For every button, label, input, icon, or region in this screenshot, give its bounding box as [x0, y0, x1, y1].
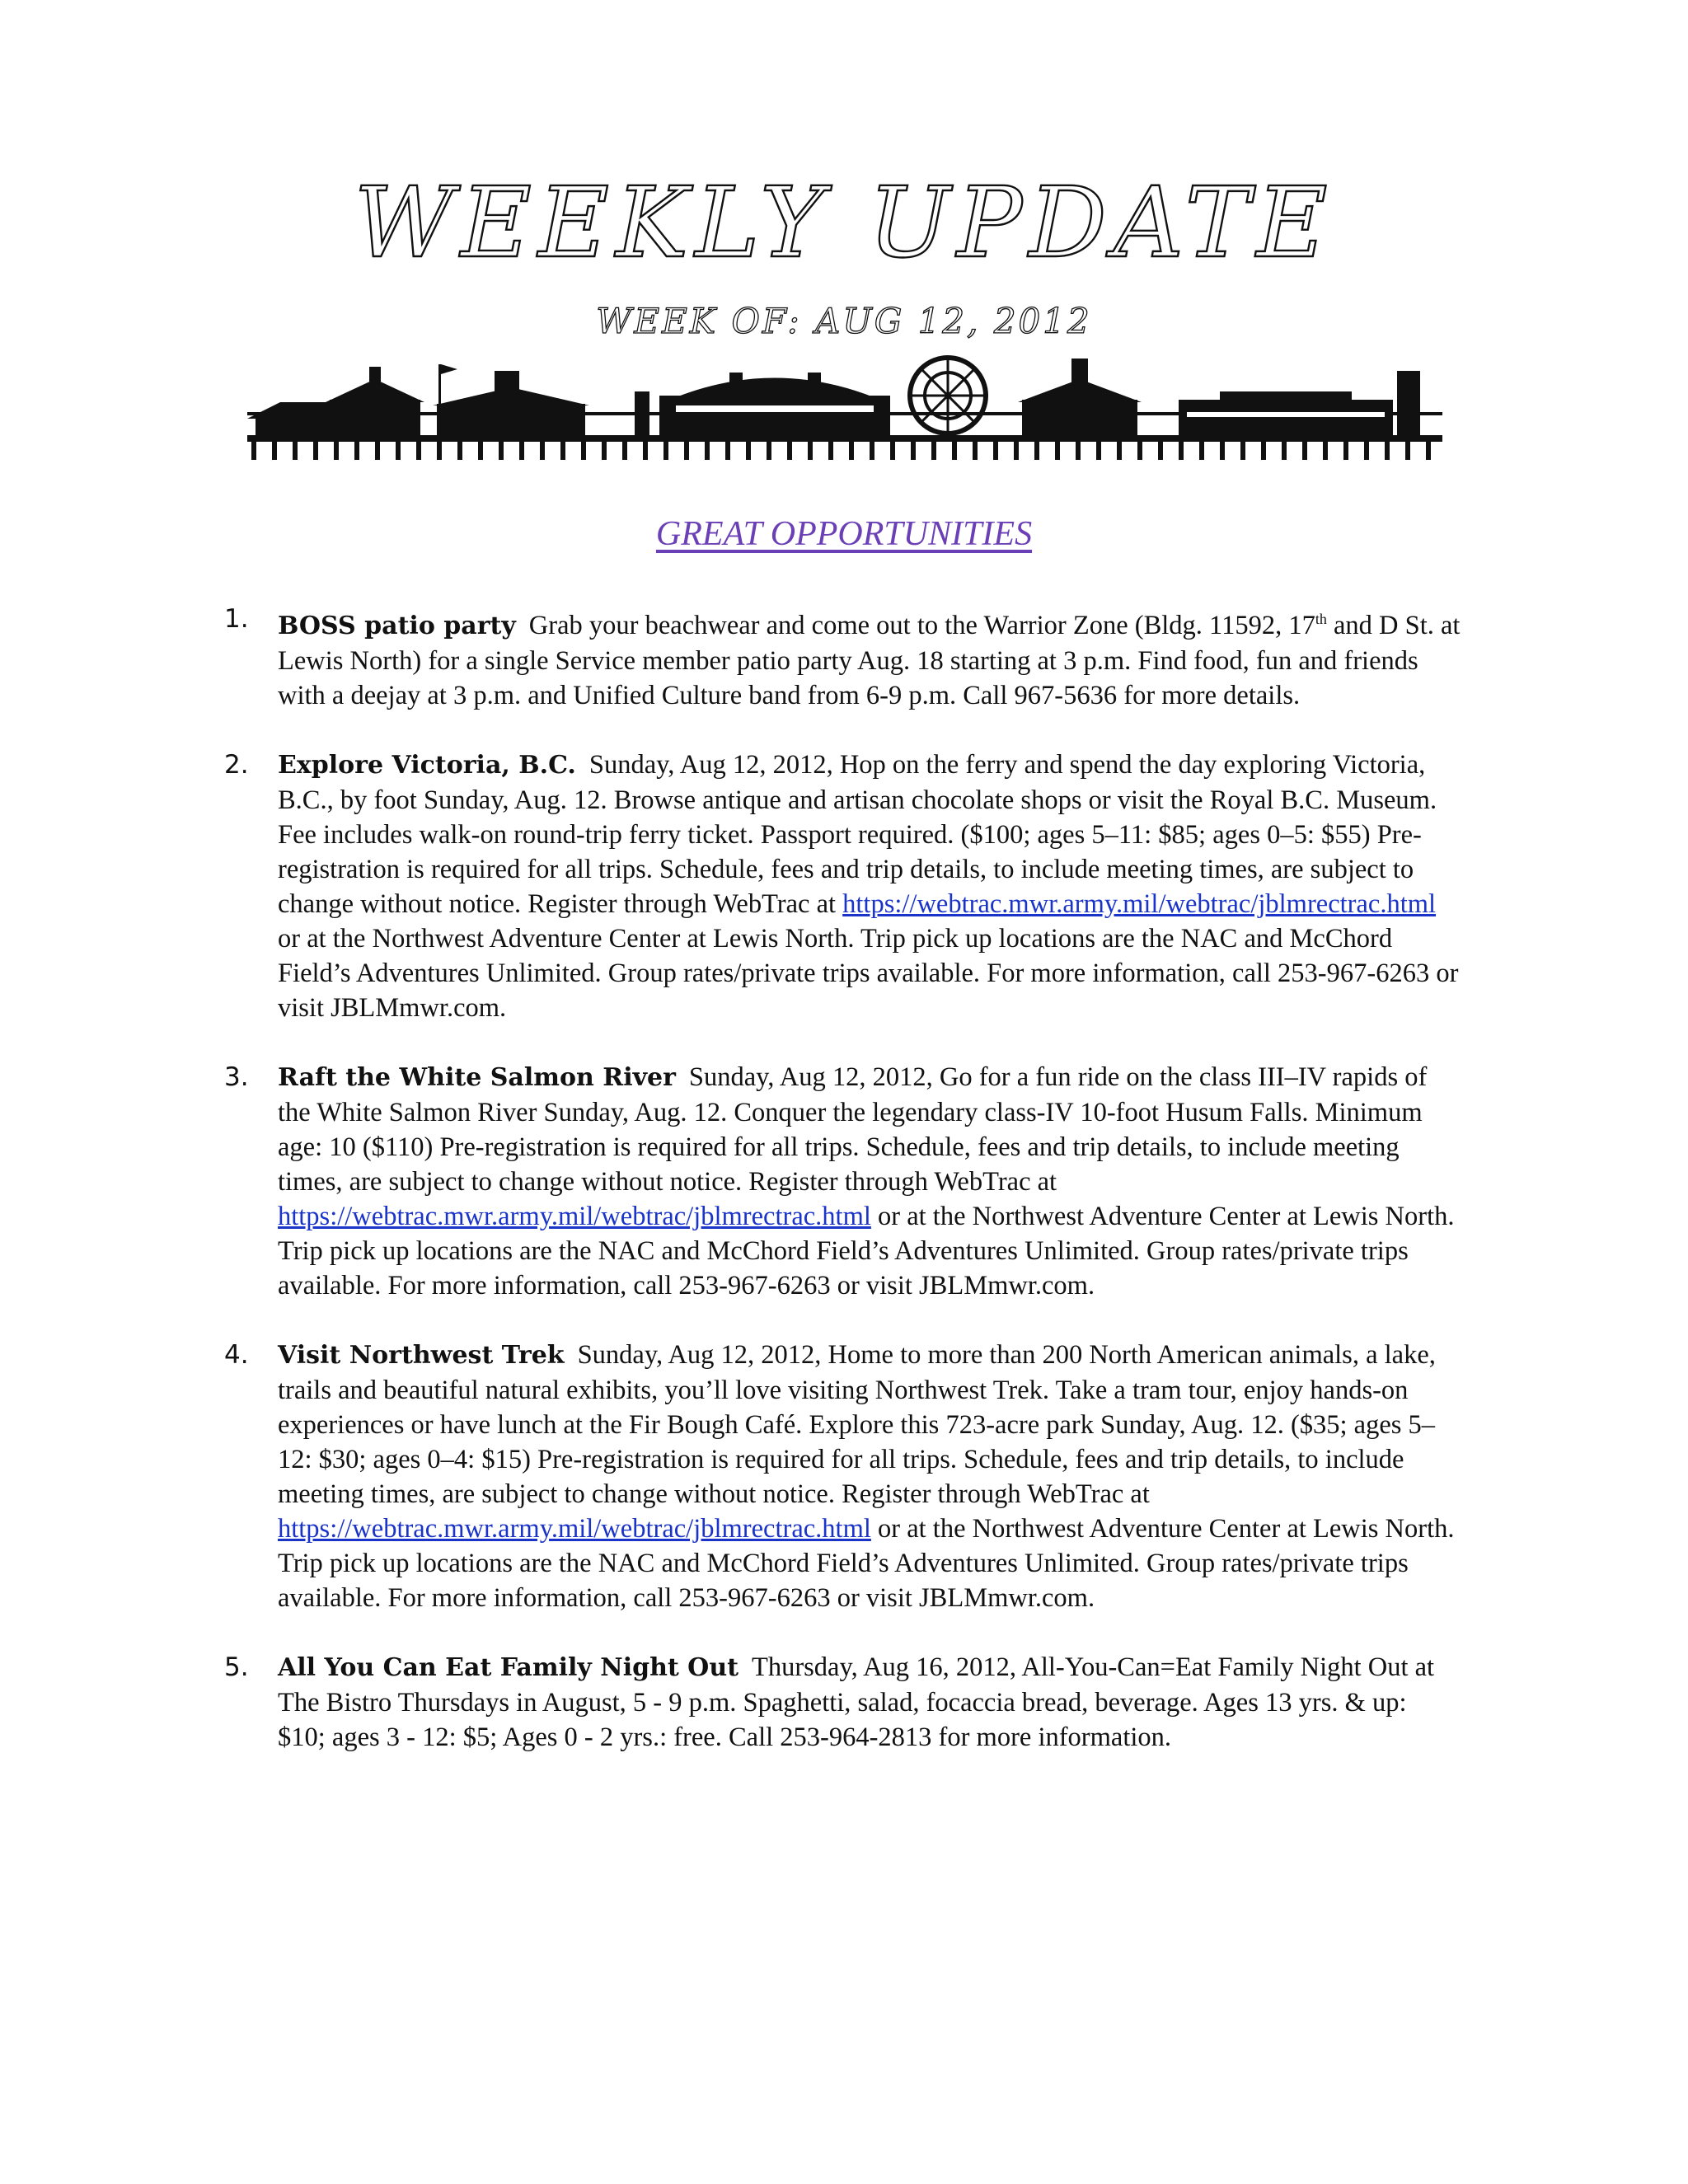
item-text: Sunday, Aug 12, 2012, Go for a fun ride on the class III–IV rapids of the White Salmon River Sunday, Aug. 12. Conquer the legendary class-IV 10-foot Husum Falls. Minimum age: 10 ($110) Pre-registration is required for all trips. Schedule, fees and trip details, to include meeting times, are subject to change without notice. Register through WebTrac at — [278, 1062, 1428, 1197]
list-item — [224, 602, 1461, 713]
item-text: Thursday, Aug 16, 2012, All-You-Can=Eat Family Night Out at The Bistro Thursdays in August, 5 - 9 p.m. Spaghetti, salad, focaccia bread, beverage. Ages 13 yrs. & up: $10; ages 3 - 12: $5; Ages 0 - 2 yrs.: free. Call 253-964-2813 for more information. — [278, 1652, 1435, 1752]
webtrac-link[interactable]: https://webtrac.mwr.army.mil/webtrac/jblmrectrac.html — [278, 1201, 871, 1231]
list-item — [224, 1650, 1461, 1755]
section-heading: GREAT OPPORTUNITIES — [655, 515, 1033, 553]
item-text: or at the Northwest Adventure Center at Lewis North. Trip pick up locations are the NAC and McChord Field’s Adventures Unlimited. Group rates/private trips available. For more information, call 253-967-6263 or visit JBLMmwr.com. — [278, 923, 1459, 1023]
item-title: Explore Victoria, B.C. — [278, 750, 576, 780]
item-text: Grab your beachwear and come out to the Warrior Zone (Bldg. 11592, 17 — [528, 610, 1315, 640]
item-number: 2. — [224, 749, 249, 780]
week-of-subtitle: WEEK OF: AUG 12, 2012 — [596, 301, 1092, 341]
item-text: Sunday, Aug 12, 2012, Home to more than 200 North American animals, a lake, trails and beautiful natural exhibits, you’ll love visiting Northwest Trek. Take a tram tour, enjoy hands-on experiences or have lunch at the Fir Bough Café. Explore this 723-acre park Sunday, Aug. 12. ($35; ages 5–12: $30; ages 0–4: $15) Pre-registration is required for all trips. Schedule, fees and trip details, to include meeting times, are subject to change without notice. Register through WebTrac at — [278, 1339, 1436, 1509]
item-number: 1. — [224, 604, 249, 634]
item-number: 4. — [224, 1339, 249, 1370]
item-text: Sunday, Aug 12, 2012, Hop on the ferry and spend the day exploring Victoria, B.C., by foot Sunday, Aug. 12. Browse antique and artisan chocolate shops or visit the Royal B.C. Museum. Fee includes walk-on round-trip ferry ticket. Passport required. ($100; ages 5–11: $85; ages 0–5: $55) Pre-registration is required for all trips. Schedule, fees and trip details, to include meeting times, are subject to change without notice. Register through WebTrac at — [278, 749, 1437, 919]
newsletter-title: WEEKLY UPDATE — [354, 166, 1334, 279]
item-title: Raft the White Salmon River — [278, 1062, 676, 1092]
item-text: or at the Northwest Adventure Center at Lewis North. Trip pick up locations are the NAC and McChord Field’s Adventures Unlimited. Group rates/private trips available. For more information, call 253-967-6263 or visit JBLMmwr.com. — [278, 1513, 1455, 1613]
webtrac-link[interactable]: https://webtrac.mwr.army.mil/webtrac/jblmrectrac.html — [842, 888, 1437, 919]
item-text: or at the Northwest Adventure Center at Lewis North. Trip pick up locations are the NAC and McChord Field’s Adventures Unlimited. Group rates/private trips available. For more information, call 253-967-6263 or visit JBLMmwr.com. — [278, 1201, 1455, 1301]
list-item — [224, 1338, 1461, 1615]
boardwalk-skyline-illustration — [247, 354, 1442, 462]
item-title: All You Can Eat Family Night Out — [278, 1652, 738, 1682]
webtrac-link[interactable]: https://webtrac.mwr.army.mil/webtrac/jblmrectrac.html — [278, 1513, 871, 1544]
item-number: 5. — [224, 1652, 249, 1682]
list-item — [224, 748, 1461, 1025]
item-title: Visit Northwest Trek — [278, 1340, 565, 1370]
list-item — [224, 1060, 1461, 1303]
ordinal-superscript: th — [1315, 611, 1327, 627]
item-text: and D St. at Lewis North) for a single Service member patio party Aug. 18 starting at 3 p.m. Find food, fun and friends with a deejay at 3 p.m. and Unified Culture band from 6-9 p.m. Call 967-5636 for more details. — [278, 610, 1461, 710]
item-title: BOSS patio party — [278, 611, 516, 640]
opportunities-list — [224, 602, 1461, 1789]
item-number: 3. — [224, 1062, 249, 1092]
